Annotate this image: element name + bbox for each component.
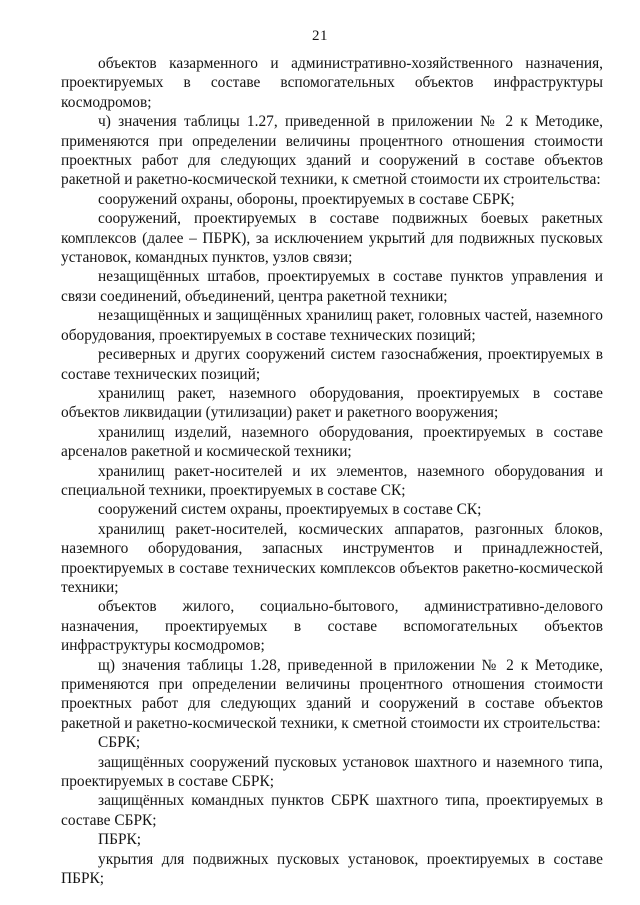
paragraph: ресиверных и других сооружений систем газоснабжения, проектируемых в составе технических позиций; [61, 346, 603, 383]
document-body [61, 54, 603, 888]
paragraph: ПБРК; [98, 831, 142, 849]
paragraph: хранилищ ракет, наземного оборудования, проектируемых в составе объектов ликвидации (утилизации) ракет и ракетного вооружения; [61, 384, 603, 422]
paragraph: сооружений охраны, обороны, проектируемых в составе СБРК; [98, 190, 515, 208]
paragraph: хранилищ ракет-носителей и их элементов, наземного оборудования и специальной техники, проектируемых в составе СК; [61, 462, 603, 499]
paragraph: ч) значения таблицы 1.27, приведенной в приложении № 2 к Методике, применяются при определении величины процентного отношения стоимости проектных работ для следующих зданий и сооружений в составе объектов ракетной и ракетно-космической техники, к сметной стоимости их строительства: [61, 113, 603, 189]
paragraph: защищённых командных пунктов СБРК шахтного типа, проектируемых в составе СБРК; [61, 792, 603, 829]
paragraph: объектов казарменного и административно-хозяйственного назначения, проектируемых в составе вспомогательных объектов инфраструктуры космодромов; [61, 55, 603, 111]
paragraph: укрытия для подвижных пусковых установок, проектируемых в составе ПБРК; [61, 850, 603, 888]
paragraph: объектов жилого, социально-бытового, административно-делового назначения, проектируемых в составе вспомогательных объектов инфраструктуры космодромов; [61, 598, 603, 655]
paragraph: сооружений, проектируемых в составе подвижных боевых ракетных комплексов (далее – ПБРК), за исключением укрытий для подвижных пусковых установок, командных пунктов, узлов связи; [61, 210, 603, 267]
page-number: 21 [312, 28, 328, 44]
paragraph: хранилищ ракет-носителей, космических аппаратов, разгонных блоков, наземного оборудования, запасных инструментов и принадлежностей, проектируемых в составе технических комплексов объектов ракетно-космической техники; [61, 520, 603, 596]
paragraph: незащищённых штабов, проектируемых в составе пунктов управления и связи соединений, объединений, центра ракетной техники; [61, 268, 603, 305]
paragraph: сооружений систем охраны, проектируемых в составе СК; [98, 501, 482, 519]
paragraph: хранилищ изделий, наземного оборудования, проектируемых в составе арсеналов ракетной и космической техники; [61, 423, 603, 461]
paragraph: СБРК; [98, 734, 141, 752]
paragraph: защищённых сооружений пусковых установок шахтного и наземного типа, проектируемых в составе СБРК; [61, 753, 603, 791]
paragraph: щ) значения таблицы 1.28, приведенной в приложении № 2 к Методике, применяются при определении величины процентного отношения стоимости проектных работ для следующих зданий и сооружений в составе объектов ракетной и ракетно-космической техники, к сметной стоимости их строительства: [61, 656, 603, 732]
paragraph: незащищённых и защищённых хранилищ ракет, головных частей, наземного оборудования, проектируемых в составе технических позиций; [61, 307, 603, 344]
